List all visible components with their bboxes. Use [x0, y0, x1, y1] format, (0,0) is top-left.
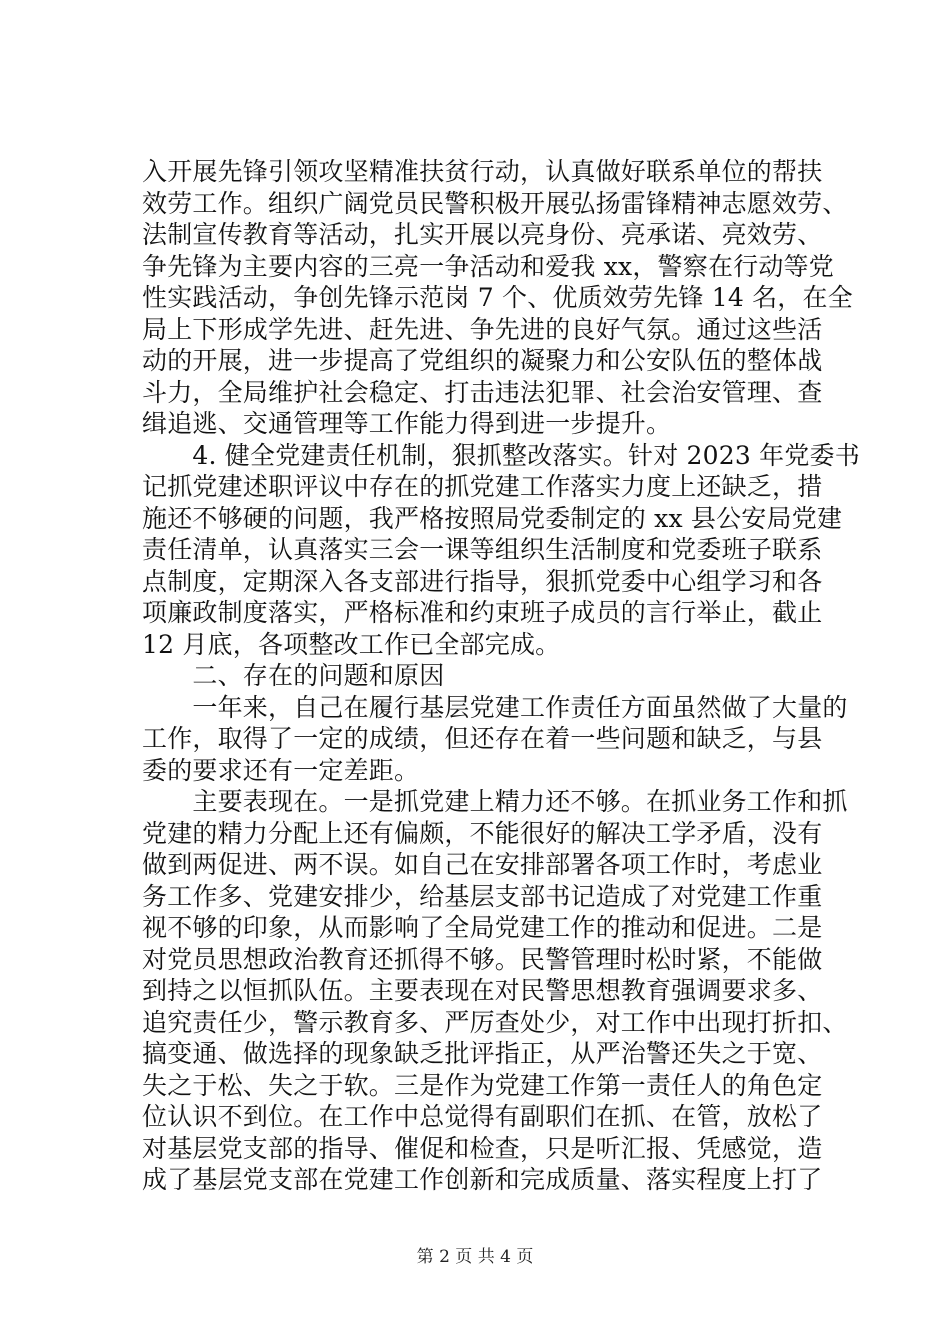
text-line: 效劳工作。组织广阔党员民警积极开展弘扬雷锋精神志愿效劳、	[142, 188, 848, 218]
text-line: 对党员思想政治教育还抓得不够。民警管理时松时紧，不能做	[142, 944, 823, 974]
text-line: 搞变通、做选择的现象缺乏批评指正，从严治警还失之于宽、	[142, 1039, 823, 1068]
text-line: 局上下形成学先进、赶先进、争先进的良好气氛。通过这些活	[142, 314, 823, 344]
text-line: 法制宣传教育等活动，扎实开展以亮身份、亮承诺、亮效劳、	[142, 220, 823, 249]
text-line: 12 月底，各项整改工作已全部完成。	[142, 629, 561, 659]
text-line: 施还不够硬的问题，我严格按照局党委制定的 xx 县公安局党建	[142, 503, 843, 533]
page-footer: 第 2 页 共 4 页	[416, 1247, 534, 1267]
text-line: 记抓党建述职评议中存在的抓党建工作落实力度上还缺乏，措	[142, 472, 823, 501]
text-line: 视不够的印象，从而影响了全局党建工作的推动和促进。二是	[142, 913, 823, 942]
text-line: 工作，取得了一定的成绩，但还存在着一些问题和缺乏，与县	[142, 724, 823, 753]
text-line: 委的要求还有一定差距。	[142, 755, 420, 785]
body-text	[142, 156, 860, 1196]
text-line: 一年来，自己在履行基层党建工作责任方面虽然做了大量的	[142, 692, 848, 722]
text-line: 缉追逃、交通管理等工作能力得到进一步提升。	[142, 409, 672, 438]
text-line: 失之于松、失之于软。三是作为党建工作第一责任人的角色定	[142, 1070, 823, 1100]
text-line: 二、存在的问题和原因	[142, 661, 445, 690]
text-line: 到持之以恒抓队伍。主要表现在对民警思想教育强调要求多、	[142, 976, 823, 1005]
text-line: 追究责任少，警示教育多、严厉查处少，对工作中出现打折扣、	[142, 1007, 848, 1037]
text-line: 主要表现在。一是抓党建上精力还不够。在抓业务工作和抓	[142, 787, 848, 816]
text-line: 责任清单，认真落实三会一课等组织生活制度和党委班子联系	[142, 535, 823, 564]
text-line: 项廉政制度落实，严格标准和约束班子成员的言行举止，截止	[142, 598, 823, 627]
text-line: 入开展先锋引领攻坚精准扶贫行动，认真做好联系单位的帮扶	[142, 157, 823, 186]
text-line: 位认识不到位。在工作中总觉得有副职们在抓、在管，放松了	[142, 1102, 823, 1131]
text-line: 务工作多、党建安排少，给基层支部书记造成了对党建工作重	[142, 881, 823, 911]
text-line: 做到两促进、两不误。如自己在安排部署各项工作时，考虑业	[142, 850, 823, 879]
text-line: 对基层党支部的指导、催促和检查，只是听汇报、凭感觉，造	[142, 1133, 823, 1163]
text-line: 党建的精力分配上还有偏颇，不能很好的解决工学矛盾，没有	[142, 818, 823, 848]
text-line: 争先锋为主要内容的三亮一争活动和爱我 xx，警察在行动等党	[142, 251, 834, 281]
text-line: 斗力，全局维护社会稳定、打击违法犯罪、社会治安管理、查	[142, 377, 823, 407]
text-line: 点制度，定期深入各支部进行指导，狠抓党委中心组学习和各	[142, 566, 823, 596]
text-line: 动的开展，进一步提高了党组织的凝聚力和公安队伍的整体战	[142, 346, 823, 375]
text-line: 成了基层党支部在党建工作创新和完成质量、落实程度上打了	[142, 1165, 823, 1194]
text-line: 性实践活动，争创先锋示范岗 7 个、优质效劳先锋 14 名，在全	[142, 283, 853, 312]
text-line: 4. 健全党建责任机制，狠抓整改落实。针对 2023 年党委书	[142, 440, 860, 470]
